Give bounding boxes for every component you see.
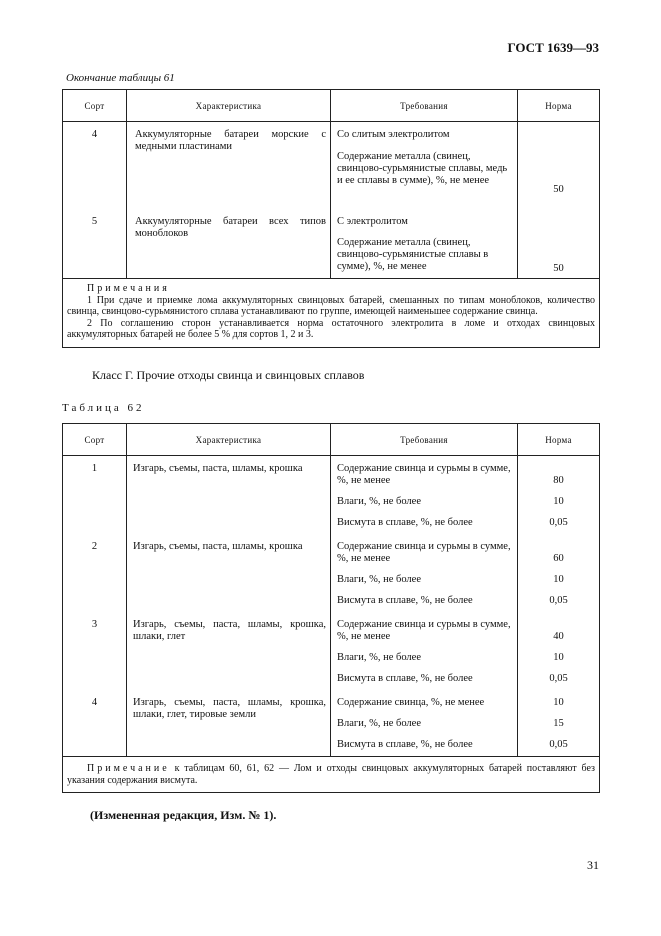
cell-requirement: Висмута в сплаве, %, не более: [331, 735, 518, 757]
note-text: [67, 763, 595, 786]
cell-requirement: Содержание свинца и сурьмы в сумме, %, не менее: [331, 534, 518, 570]
col-header-sort: Сорт: [63, 90, 127, 122]
col-header-sort: Сорт: [63, 424, 127, 456]
cell-norm: 10: [518, 648, 600, 669]
cell-characteristic: Изгарь, съемы, паста, шламы, крошка, шлаки, глет, тировые земли: [127, 690, 331, 757]
note-label: Примечание: [87, 763, 170, 774]
cell-requirement: Висмута в сплаве, %, не более: [331, 591, 518, 612]
cell-requirement: Содержание свинца и сурьмы в сумме, %, не менее: [331, 612, 518, 648]
cell-requirement: Влаги, %, не более: [331, 492, 518, 513]
col-header-norm: Норма: [518, 90, 600, 122]
cell-norm: 0,05: [518, 735, 600, 757]
cell-characteristic: Изгарь, съемы, паста, шламы, крошка: [127, 534, 331, 612]
cell-characteristic: Изгарь, съемы, паста, шламы, крошка: [127, 456, 331, 535]
col-header-characteristic: Характеристика: [127, 424, 331, 456]
cell-characteristic: Изгарь, съемы, паста, шламы, крошка, шлаки, глет: [127, 612, 331, 690]
req-text: С электролитом: [337, 216, 408, 227]
note-1: 1 При сдаче и приемке лома аккумуляторных свинцовых батарей, смешанных по типам моноблоков, количество свинца, свинцово-сурьмянистого сплава устанавливают по группе, имеющей наименьшее содержание свинца.: [67, 294, 595, 317]
table-62-body: [63, 456, 600, 757]
col-header-requirements: Требования: [331, 424, 518, 456]
table-row: [63, 690, 600, 714]
note-body: к таблицам 60, 61, 62 — Лом и отходы свинцовых аккумуляторных батарей поставляют без указания содержания висмута.: [67, 763, 596, 786]
table-row: [63, 456, 600, 493]
section-heading: Класс Г. Прочие отходы свинца и свинцовых сплавов: [92, 368, 365, 382]
cell-requirements: [331, 208, 518, 279]
table-header-row: [63, 424, 600, 456]
table-header-row: [63, 90, 600, 122]
cell-sort: 3: [63, 612, 127, 690]
cell-sort: 2: [63, 534, 127, 612]
cell-norm: 0,05: [518, 513, 600, 534]
table-notes: [63, 757, 600, 793]
table-row: [63, 534, 600, 570]
req-text: Содержание металла (свинец, свинцово-сурьмянистые сплавы, медь и ее сплавы в сумме), %, не менее: [337, 151, 508, 186]
cell-requirement: Висмута в сплаве, %, не более: [331, 669, 518, 690]
cell-sort: 4: [63, 690, 127, 757]
col-header-requirements: Требования: [331, 90, 518, 122]
cell-sort: 4: [63, 122, 127, 209]
table-row: [63, 612, 600, 648]
cell-norm: 60: [518, 534, 600, 570]
req-text: Со слитым электролитом: [337, 129, 450, 140]
cell-norm: 0,05: [518, 669, 600, 690]
table-row: [63, 122, 600, 209]
col-header-characteristic: Характеристика: [127, 90, 331, 122]
cell-requirement: Влаги, %, не более: [331, 570, 518, 591]
cell-sort: 5: [63, 208, 127, 279]
cell-norm: 50: [518, 122, 600, 209]
table-title: Таблица 62: [62, 402, 145, 414]
cell-requirement: Висмута в сплаве, %, не более: [331, 513, 518, 534]
page-number: 31: [587, 858, 599, 872]
cell-norm: 0,05: [518, 591, 600, 612]
table-62: [62, 423, 600, 793]
cell-characteristic: Аккумуляторные батареи морские с медными пластинами: [127, 122, 331, 209]
table-row: [63, 208, 600, 279]
cell-norm: 40: [518, 612, 600, 648]
cell-requirement: Содержание свинца, %, не менее: [331, 690, 518, 714]
cell-sort: 1: [63, 456, 127, 535]
cell-norm: 10: [518, 570, 600, 591]
req-text: Содержание металла (свинец, свинцово-сурьмянистые сплавы в сумме), %, не менее: [337, 237, 489, 272]
notes-row: [63, 279, 600, 348]
table-continuation-title: Окончание таблицы 61: [66, 72, 175, 84]
cell-requirement: Содержание свинца и сурьмы в сумме, %, не менее: [331, 456, 518, 493]
cell-norm: 50: [518, 208, 600, 279]
cell-norm: 15: [518, 714, 600, 735]
cell-norm: 80: [518, 456, 600, 493]
notes-title: Примечания: [87, 283, 170, 294]
cell-requirement: Влаги, %, не более: [331, 648, 518, 669]
document-code: ГОСТ 1639—93: [507, 40, 599, 55]
note-2: 2 По соглашению сторон устанавливается норма остаточного электролита в ломе и отходах свинцовых аккумуляторных батарей не более 5 % для сортов 1, 2 и 3.: [67, 317, 595, 340]
cell-norm: 10: [518, 690, 600, 714]
cell-characteristic: Аккумуляторные батареи всех типов моноблоков: [127, 208, 331, 279]
table-61: [62, 89, 600, 348]
col-header-norm: Норма: [518, 424, 600, 456]
notes-row: [63, 757, 600, 793]
cell-requirement: Влаги, %, не более: [331, 714, 518, 735]
cell-requirements: [331, 122, 518, 209]
cell-norm: 10: [518, 492, 600, 513]
table-notes: [63, 279, 600, 348]
edition-note: (Измененная редакция, Изм. № 1).: [90, 808, 277, 822]
